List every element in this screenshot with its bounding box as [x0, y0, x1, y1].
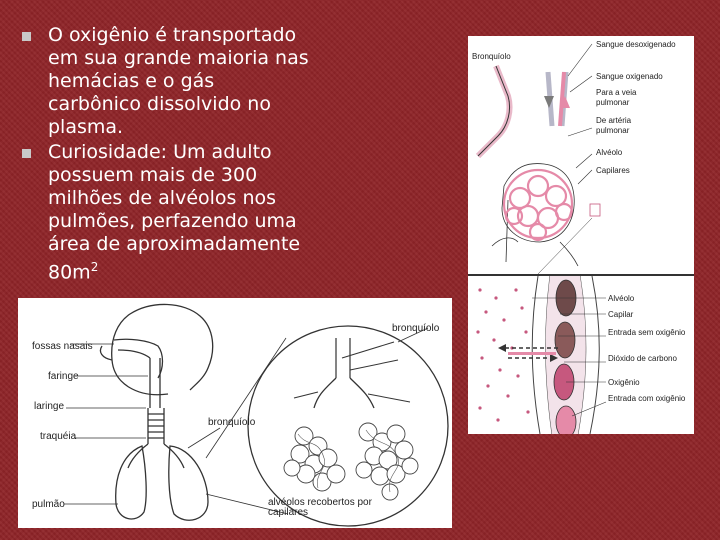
superscript-exponent: 2: [90, 260, 99, 274]
label-capilar: Capilar: [608, 310, 634, 319]
bullet-item-transport: [22, 24, 312, 139]
label-bronquiolo-top: bronquíolo: [392, 323, 440, 334]
label-entrada-com-oxigenio: Entrada com oxigênio: [608, 394, 686, 403]
label-de-arteria: De artéria pulmonar: [596, 116, 632, 135]
label-sangue-oxigenado: Sangue oxigenado: [596, 72, 663, 81]
label-pulmao: pulmão: [32, 499, 65, 510]
label-alveolo-top: Alvéolo: [596, 148, 623, 157]
label-faringe: faringe: [48, 371, 79, 382]
label-oxigenio: Oxigênio: [608, 378, 640, 387]
label-sangue-desoxigenado: Sangue desoxigenado: [596, 40, 676, 49]
label-laringe: laringe: [34, 401, 65, 412]
label-alveolos: alvéolos recobertos por capilares: [268, 497, 372, 518]
label-para-veia: Para a veia pulmonar: [596, 88, 637, 107]
bullet-text: Curiosidade: Um adulto possuem mais de 300 milhões de alvéolos nos pulmões, perfazendo uma área de aproximadamente 80m: [48, 141, 301, 284]
label-bronquiolo-mid: bronquíolo: [208, 417, 256, 428]
label-dioxido-carbono: Dióxido de carbono: [608, 354, 677, 363]
label-bronquiolo: Bronquíolo: [472, 52, 511, 61]
respiratory-system-figure: [18, 298, 452, 528]
alveolus-capillary-figure: [468, 36, 694, 434]
label-alveolo: Alvéolo: [608, 294, 635, 303]
square-bullet-icon: [22, 149, 31, 158]
label-fossas-nasais: fossas nasais: [32, 341, 93, 352]
bullet-text: O oxigênio é transportado em sua grande maioria nas hemácias e o gás carbônico dissolvido no plasma.: [48, 24, 309, 138]
label-capilares: Capilares: [596, 166, 630, 175]
bullet-list: [22, 24, 312, 286]
respiratory-system-drawing: [18, 298, 452, 528]
label-entrada-sem-oxigenio: Entrada sem oxigênio: [608, 328, 686, 337]
square-bullet-icon: [22, 32, 31, 41]
bullet-item-curiosity: [22, 141, 312, 284]
label-traqueia: traquéia: [40, 431, 77, 442]
